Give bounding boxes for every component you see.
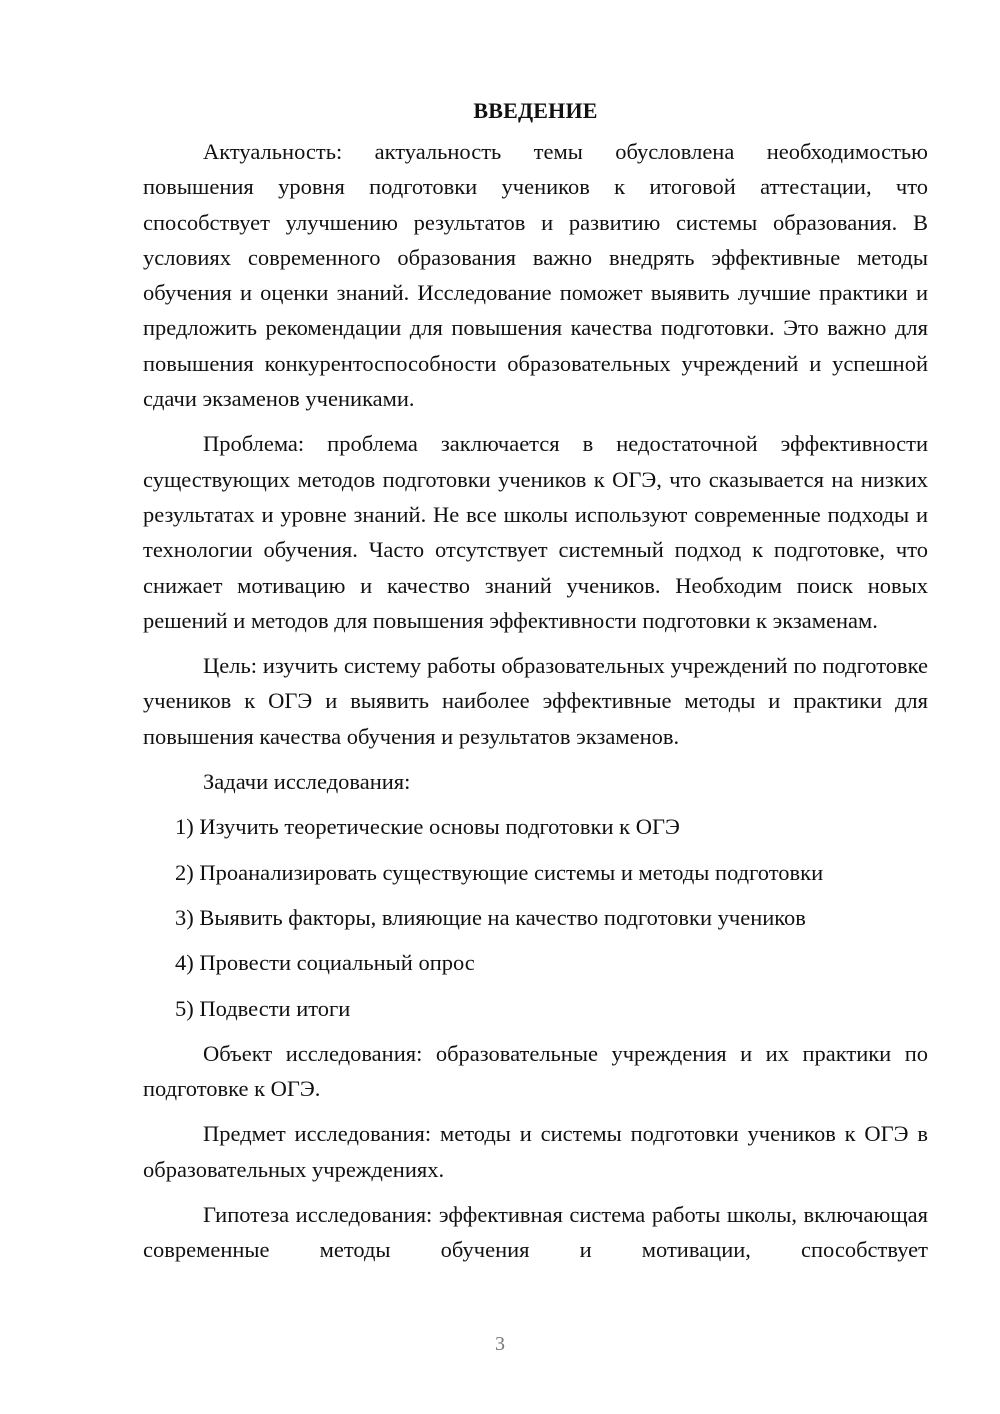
document-page (143, 96, 928, 1278)
list-item: 1) Изучить теоретические основы подготовки к ОГЭ (175, 814, 680, 840)
list-item: 5) Подвести итоги (175, 995, 351, 1021)
page-number: 3 (495, 1333, 505, 1355)
subject-paragraph: Предмет исследования: методы и системы подготовки учеников к ОГЭ в образовательных учреждениях. (143, 1121, 928, 1182)
hypothesis-paragraph: Гипотеза исследования: эффективная система работы школы, включающая современные методы обучения и мотивации, способствует (143, 1202, 928, 1263)
section-heading: ВВЕДЕНИЕ (473, 98, 598, 123)
problem-paragraph: Проблема: проблема заключается в недостаточной эффективности существующих методов подготовки учеников к ОГЭ, что сказывается на низких результатах и уровне знаний. Не все школы используют современные подходы и технологии обучения. Часто отсутствует системный подход к подготовке, что снижает мотивацию и качество знаний учеников. Необходим поиск новых решений и методов для повышения эффективности подготовки к экзаменам. (143, 431, 928, 633)
list-item: 4) Провести социальный опрос (175, 950, 475, 976)
tasks-intro: Задачи исследования: (203, 769, 411, 795)
list-item: 3) Выявить факторы, влияющие на качество подготовки учеников (175, 904, 806, 930)
goal-paragraph: Цель: изучить систему работы образовательных учреждений по подготовке учеников к ОГЭ и выявить наиболее эффективные методы и практики для повышения качества обучения и результатов экзаменов. (143, 653, 928, 749)
list-item: 2) Проанализировать существующие системы и методы подготовки (175, 859, 824, 885)
tasks-list (143, 809, 928, 1025)
object-paragraph: Объект исследования: образовательные учреждения и их практики по подготовке к ОГЭ. (143, 1040, 928, 1102)
relevance-paragraph: Актуальность: актуальность темы обусловлена необходимостью повышения уровня подготовки учеников к итоговой аттестации, что способствует улучшению результатов и развитию системы образования. В условиях современного образования важно внедрять эффективные методы обучения и оценки знаний. Исследование поможет выявить лучшие практики и предложить рекомендации для повышения качества подготовки. Это важно для повышения конкурентоспособности образовательных учреждений и успешной сдачи экзаменов учениками. (143, 139, 928, 412)
